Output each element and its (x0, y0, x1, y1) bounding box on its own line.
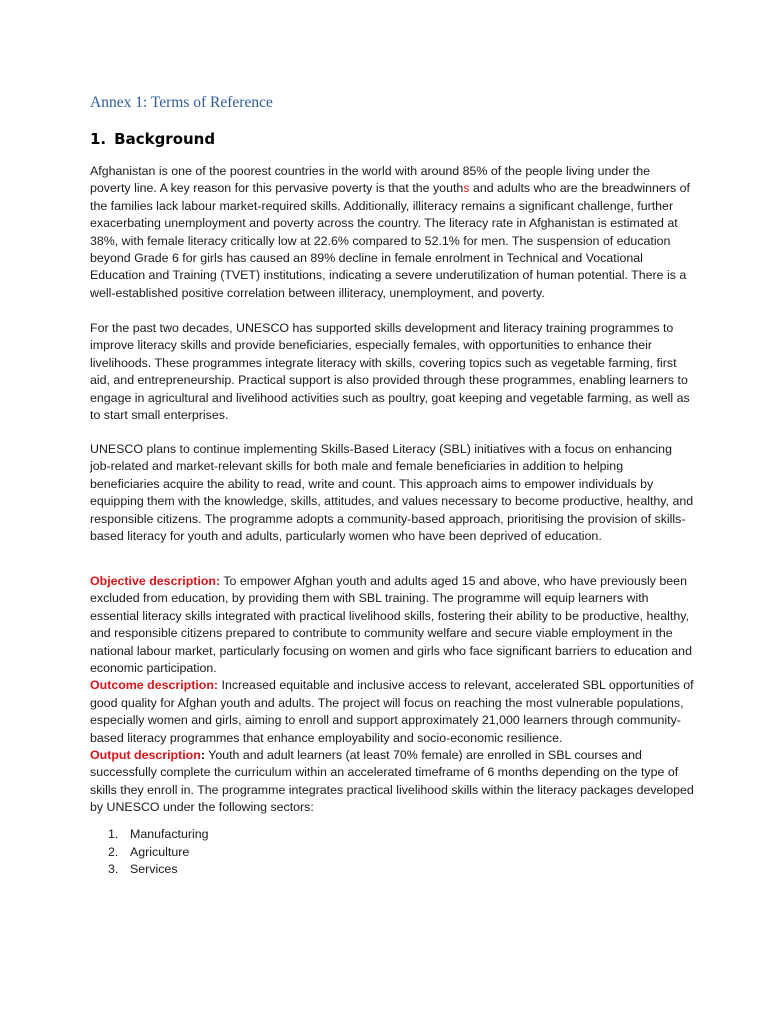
sectors-list (90, 826, 209, 879)
paragraph-text: Afghanistan is one of the poorest countries in the world with around 85% of the people living under the poverty line. A key reason for this pervasive poverty is that the youth (90, 164, 651, 196)
output-label-colon: : (200, 748, 205, 763)
list-item-label: Manufacturing (130, 827, 209, 841)
list-item (90, 844, 209, 862)
output-label: Output description (90, 748, 201, 763)
paragraph-text: and adults who are the breadwinners of the families lack labour market-required skills. Additionally, illiteracy remains a significant challenge, further exacerbating unemployment and poverty across the country. The literacy rate in Afghanistan is estimated at 38%, with female literacy critically low at 22.6% compared to 52.1% for men. The suspension of education beyond Grade 6 for girls has caused an 89% decline in female enrolment in Technical and Vocational Education and Training (TVET) institutions, indicating a severe underutilization of human potential. There is a well-established positive correlation between illiteracy, unemployment, and poverty. (90, 181, 690, 300)
background-paragraph-2: For the past two decades, UNESCO has supported skills development and literacy training programmes to improve literacy skills and provide beneficiaries, especially females, with opportunities to enhance their livelihoods. These programmes integrate literacy with skills, covering topics such as vegetable farming, first aid, and entrepreneurship. Practical support is also provided through these programmes, enabling learners to engage in agricultural and livelihood activities such as poultry, goat keeping and vegetable farming, as well as to start small enterprises. (90, 321, 690, 423)
annex-title: Annex 1: Terms of Reference (90, 94, 273, 111)
list-item-label: Agriculture (130, 844, 190, 859)
list-item-number: 2. (108, 844, 119, 859)
outcome-label: Outcome description: (90, 678, 219, 693)
list-item (90, 826, 209, 844)
section-title: Background (114, 130, 216, 148)
descriptions-block (90, 573, 694, 817)
highlighted-character: s (463, 181, 470, 196)
outcome-text: Increased equitable and inclusive access to relevant, accelerated SBL opportunities of good quality for Afghan youth and adults. The project will focus on reaching the most vulnerable populations, especially women and girls, aiming to enroll and support approximately 21,000 learners through community-based literacy programmes that enhance employability and socio-economic resilience. (90, 678, 694, 745)
background-paragraph-1 (90, 163, 694, 302)
list-item-label: Services (130, 862, 178, 876)
objective-text: To empower Afghan youth and adults aged 15 and above, who have previously been excluded from education, by providing them with SBL training. The programme will equip learners with essential literacy skills integrated with practical livelihood skills, fostering their ability to be productive, healthy, and responsible citizens prepared to contribute to community welfare and secure viable employment in the national labour market, particularly focusing on women and girls who face significant barriers to education and economic participation. (90, 574, 692, 676)
list-item (90, 861, 209, 879)
list-item-number: 3. (108, 862, 119, 876)
list-item-number: 1. (108, 827, 119, 841)
objective-label: Objective description: (90, 574, 221, 588)
background-paragraph-3: UNESCO plans to continue implementing Skills-Based Literacy (SBL) initiatives with a focus on enhancing job-related and market-relevant skills for both male and female beneficiaries in addition to helping beneficiaries acquire the ability to read, write and count. This approach aims to empower individuals by equipping them with the knowledge, skills, attitudes, and values necessary to become productive, healthy, and responsible citizens. The programme adopts a community-based approach, prioritising the provision of skills-based literacy for youth and adults, particularly women who have been deprived of education. (90, 442, 694, 544)
output-text: Youth and adult learners (at least 70% female) are enrolled in SBL courses and successfully complete the curriculum within an accelerated timeframe of 6 months depending on the type of skills they enroll in. The programme integrates practical livelihood skills within the literacy packages developed by UNESCO under the following sectors: (90, 748, 694, 815)
section-heading (90, 130, 215, 148)
section-number: 1. (90, 130, 107, 148)
